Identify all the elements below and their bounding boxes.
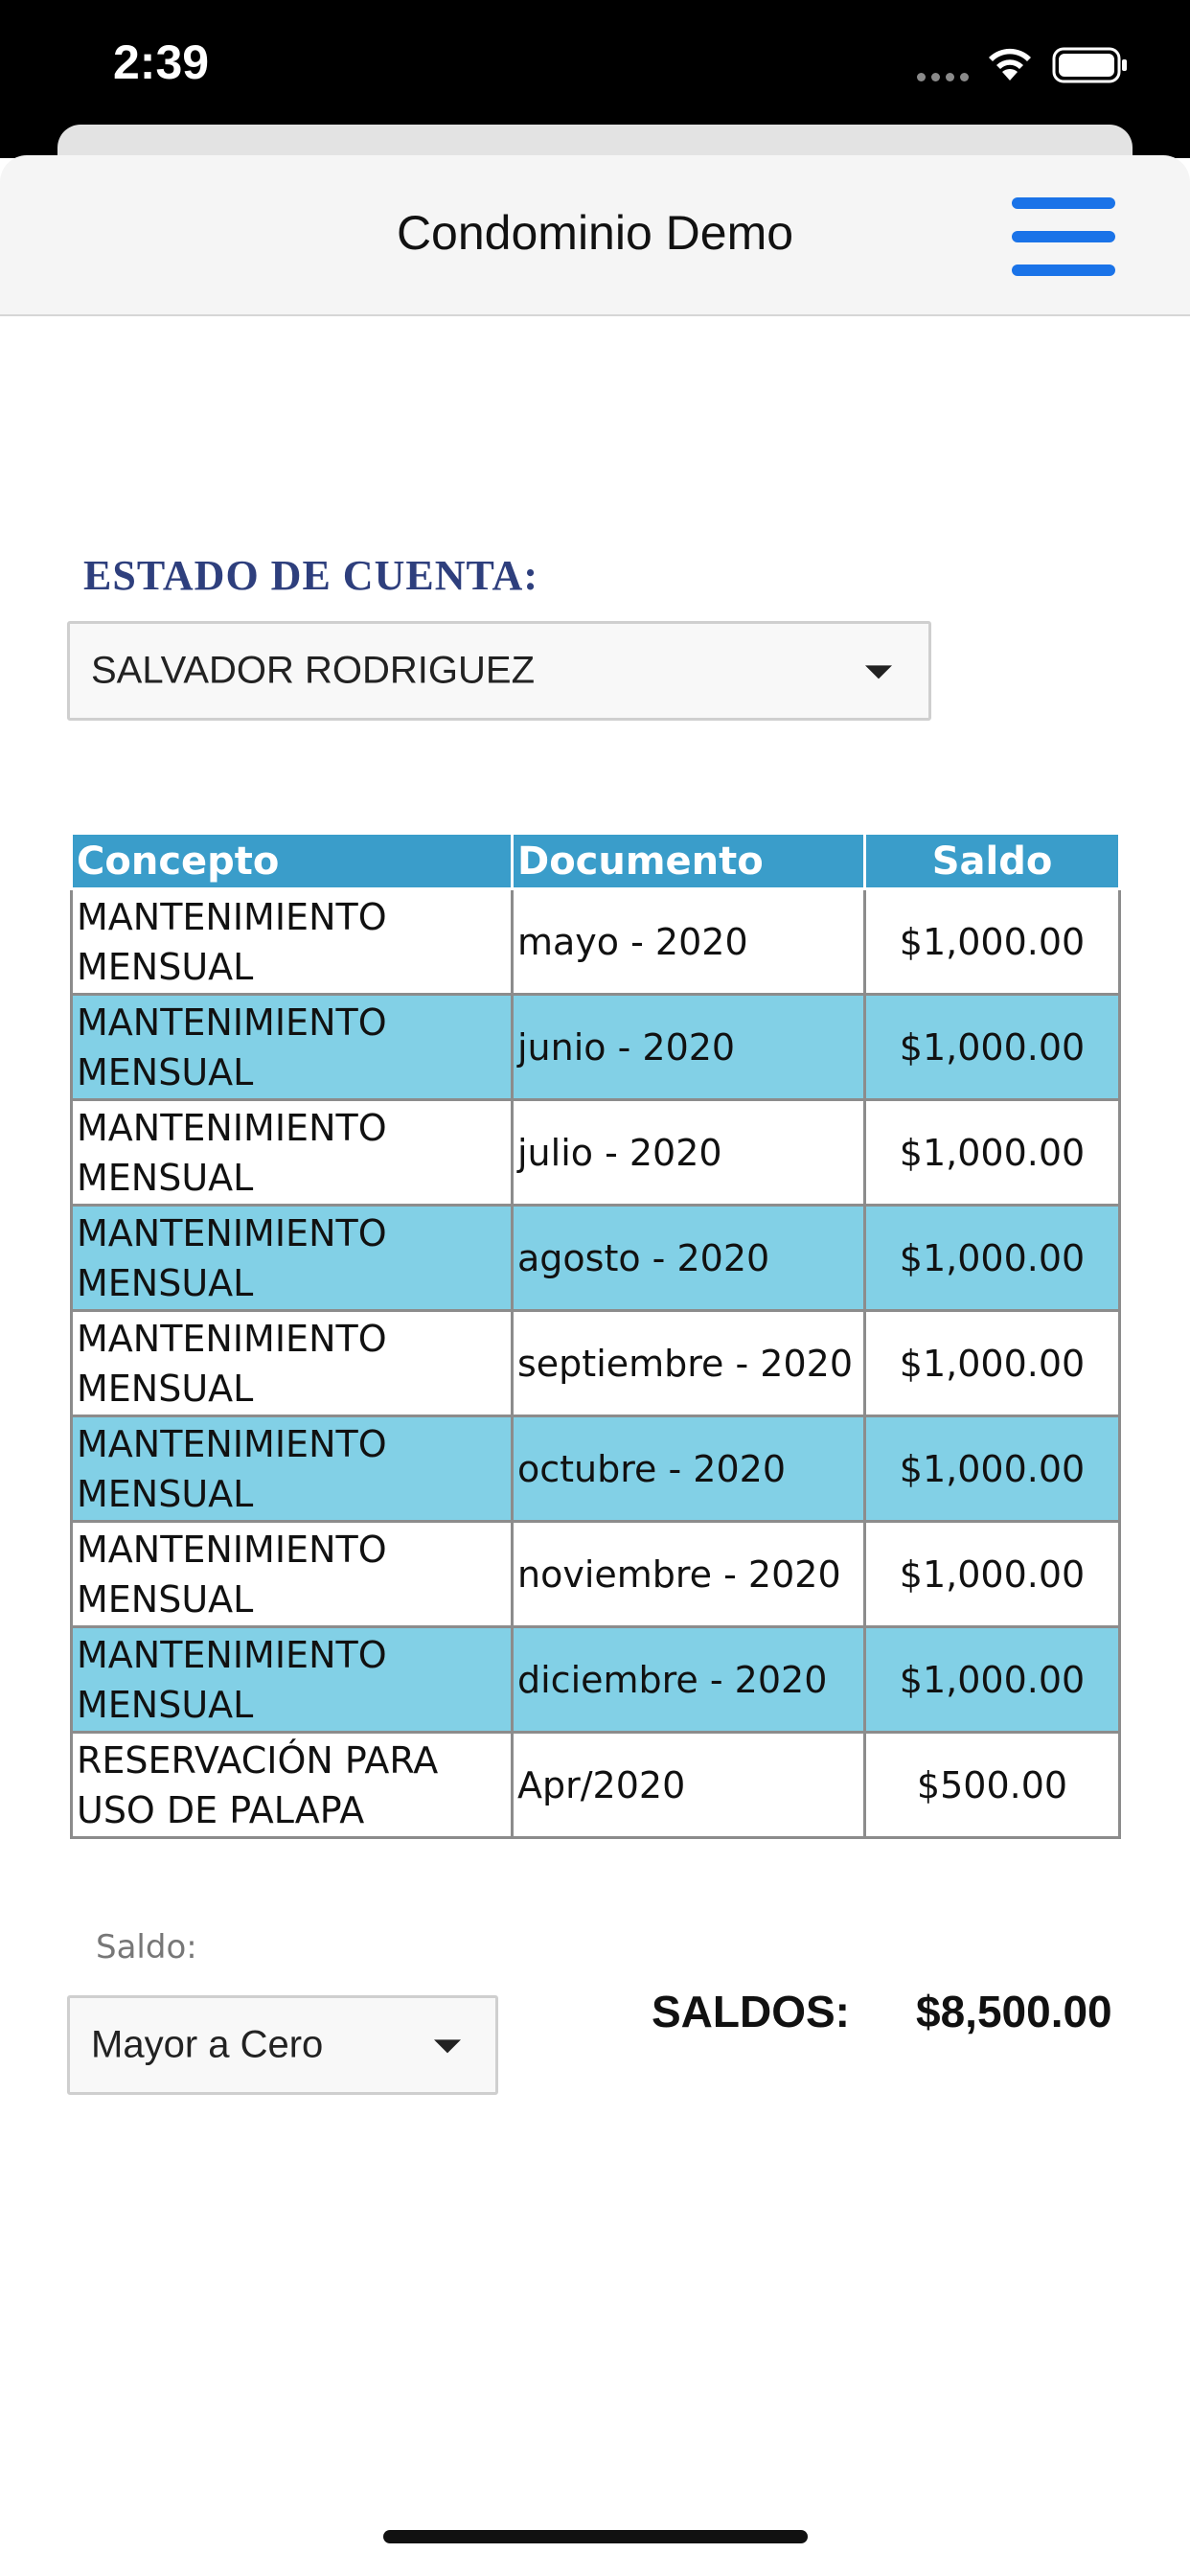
cell-saldo: $1,000.00 — [865, 1627, 1120, 1733]
totals-value: $8,500.00 — [916, 1987, 1112, 2036]
table-header-row — [72, 834, 1120, 889]
saldo-filter-label: Saldo: — [96, 1928, 197, 1966]
cell-concepto: MANTENIMIENTO MENSUAL — [72, 1206, 513, 1311]
owner-select-value: SALVADOR RODRIGUEZ — [91, 649, 536, 692]
cell-documento: noviembre - 2020 — [513, 1522, 865, 1627]
hamburger-menu-icon[interactable] — [1006, 194, 1121, 280]
cell-concepto: MANTENIMIENTO MENSUAL — [72, 1522, 513, 1627]
status-time: 2:39 — [113, 35, 210, 89]
statement-title: ESTADO DE CUENTA: — [83, 552, 538, 599]
cell-saldo: $1,000.00 — [865, 1416, 1120, 1522]
column-header-documento: Documento — [513, 834, 865, 889]
cell-saldo: $1,000.00 — [865, 1522, 1120, 1627]
chevron-down-icon — [434, 2039, 461, 2053]
cellular-dots-icon — [917, 73, 969, 81]
cell-saldo: $500.00 — [865, 1733, 1120, 1838]
saldo-filter-value: Mayor a Cero — [91, 2023, 324, 2066]
cell-documento: octubre - 2020 — [513, 1416, 865, 1522]
table-row — [72, 1100, 1120, 1206]
cell-concepto: RESERVACIÓN PARA USO DE PALAPA — [72, 1733, 513, 1838]
wifi-icon — [985, 44, 1035, 82]
cell-saldo: $1,000.00 — [865, 1311, 1120, 1416]
table-row — [72, 995, 1120, 1100]
cell-documento: julio - 2020 — [513, 1100, 865, 1206]
cell-concepto: MANTENIMIENTO MENSUAL — [72, 1100, 513, 1206]
totals-label: SALDOS: — [652, 1987, 850, 2036]
cell-saldo: $1,000.00 — [865, 1100, 1120, 1206]
cell-documento: agosto - 2020 — [513, 1206, 865, 1311]
column-header-concepto: Concepto — [72, 834, 513, 889]
saldo-filter-select[interactable] — [67, 1995, 498, 2095]
table-row — [72, 1627, 1120, 1733]
page-title: Condominio Demo — [396, 206, 794, 260]
cell-documento: diciembre - 2020 — [513, 1627, 865, 1733]
cell-documento: Apr/2020 — [513, 1733, 865, 1838]
cell-concepto: MANTENIMIENTO MENSUAL — [72, 1311, 513, 1416]
chevron-down-icon — [865, 665, 892, 678]
cell-concepto: MANTENIMIENTO MENSUAL — [72, 1416, 513, 1522]
table-row — [72, 1206, 1120, 1311]
cell-saldo: $1,000.00 — [865, 889, 1120, 995]
table-row — [72, 1522, 1120, 1627]
cell-saldo: $1,000.00 — [865, 995, 1120, 1100]
table-row — [72, 1733, 1120, 1838]
statement-table — [70, 832, 1121, 1839]
table-row — [72, 1311, 1120, 1416]
cell-documento: septiembre - 2020 — [513, 1311, 865, 1416]
cell-concepto: MANTENIMIENTO MENSUAL — [72, 995, 513, 1100]
home-indicator[interactable] — [383, 2530, 808, 2543]
owner-select[interactable] — [67, 621, 931, 721]
table-row — [72, 1416, 1120, 1522]
cell-concepto: MANTENIMIENTO MENSUAL — [72, 889, 513, 995]
cell-saldo: $1,000.00 — [865, 1206, 1120, 1311]
cell-documento: mayo - 2020 — [513, 889, 865, 995]
column-header-saldo: Saldo — [865, 834, 1120, 889]
nav-bar — [0, 155, 1190, 316]
cell-concepto: MANTENIMIENTO MENSUAL — [72, 1627, 513, 1733]
cell-documento: junio - 2020 — [513, 995, 865, 1100]
battery-icon — [1052, 46, 1129, 84]
table-row — [72, 889, 1120, 995]
